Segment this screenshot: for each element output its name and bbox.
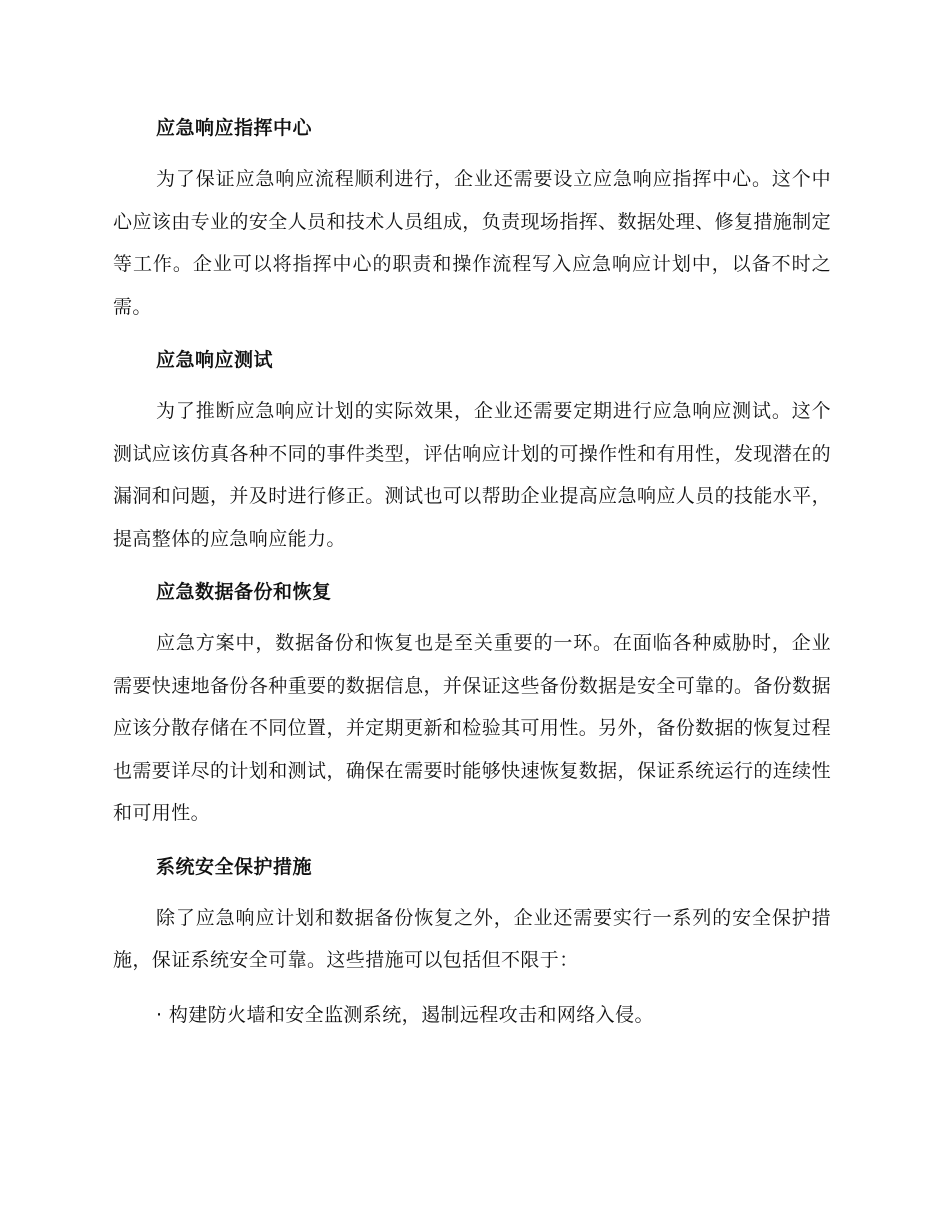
section-security-measures — [113, 847, 831, 1036]
section-heading: 应急数据备份和恢复 — [156, 581, 332, 603]
section-paragraph: 除了应急响应计划和数据备份恢复之外，企业还需要实行一系列的安全保护措施，保证系统安全可靠。这些措施可以包括但不限于： — [113, 906, 831, 971]
section-response-testing — [113, 340, 831, 560]
section-paragraph: 为了保证应急响应流程顺利进行，企业还需要设立应急响应指挥中心。这个中心应该由专业的安全人员和技术人员组成，负责现场指挥、数据处理、修复措施制定等工作。企业可以将指挥中心的职责和操作流程写入应急响应计划中，以备不时之需。 — [113, 168, 831, 318]
document-body — [113, 108, 831, 1036]
section-data-backup — [113, 572, 831, 835]
section-command-center — [113, 108, 831, 328]
bullet-item: · 构建防火墙和安全监测系统，遏制远程攻击和网络入侵。 — [156, 1003, 654, 1026]
section-heading: 应急响应测试 — [156, 349, 274, 371]
section-paragraph: 应急方案中，数据备份和恢复也是至关重要的一环。在面临各种威胁时，企业需要快速地备份各种重要的数据信息，并保证这些备份数据是安全可靠的。备份数据应该分散存储在不同位置，并定期更新和检验其可用性。另外，备份数据的恢复过程也需要详尽的计划和测试，确保在需要时能够快速恢复数据，保证系统运行的连续性和可用性。 — [113, 632, 831, 824]
section-paragraph: 为了推断应急响应计划的实际效果，企业还需要定期进行应急响应测试。这个测试应该仿真各种不同的事件类型，评估响应计划的可操作性和有用性，发现潜在的漏洞和问题，并及时进行修正。测试也可以帮助企业提高应急响应人员的技能水平，提高整体的应急响应能力。 — [113, 400, 831, 550]
section-heading: 系统安全保护措施 — [156, 855, 313, 878]
section-heading: 应急响应指挥中心 — [156, 117, 313, 139]
